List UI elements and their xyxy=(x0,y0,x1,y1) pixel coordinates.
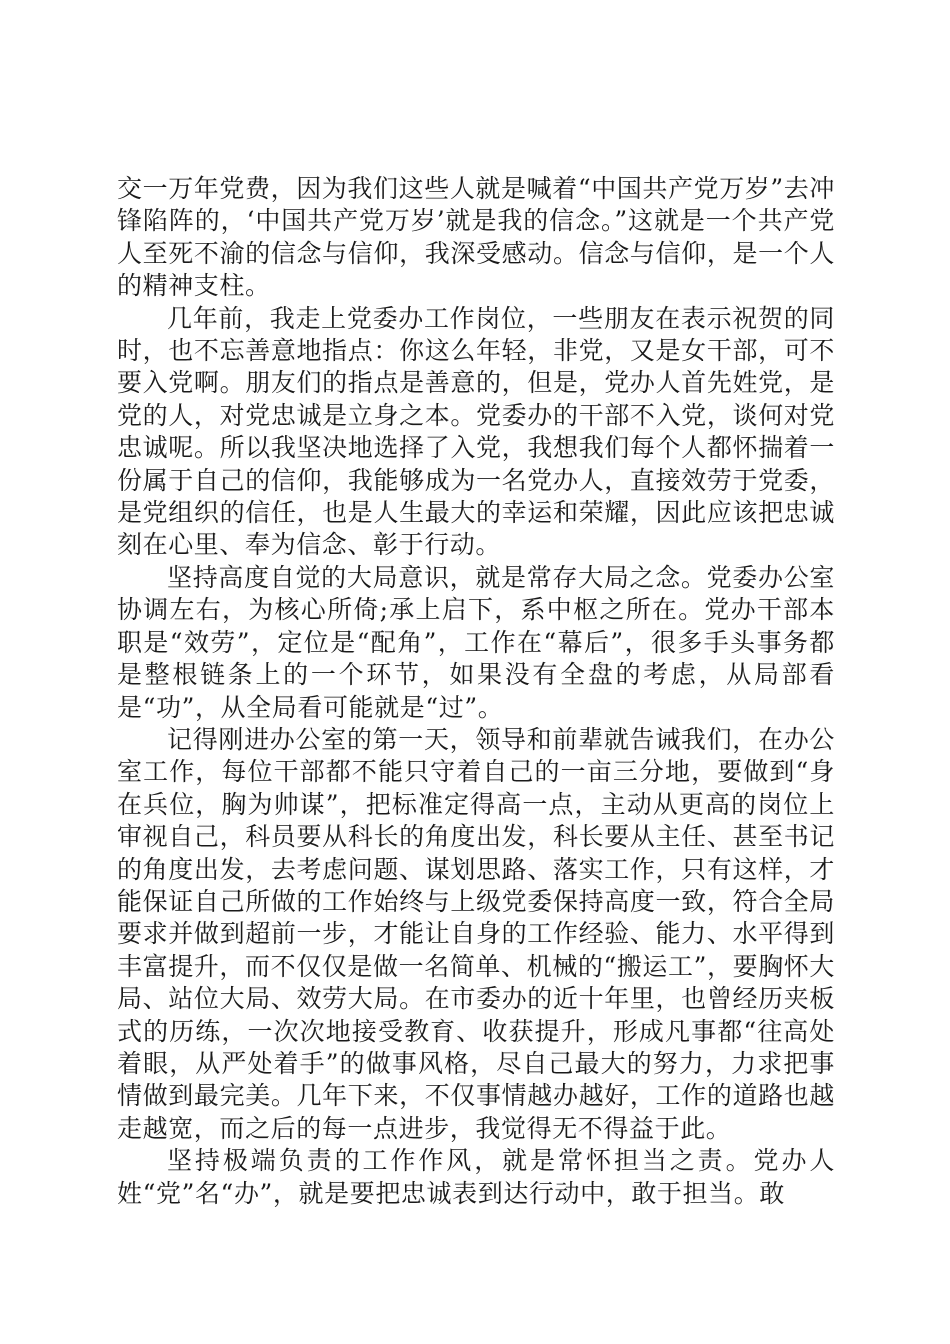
body-text xyxy=(117,173,835,1210)
paragraph-2: 几年前，我走上党委办工作岗位，一些朋友在表示祝贺的同时，也不忘善意地指点：你这么年轻，非党，又是女干部，可不要入党啊。朋友们的指点是善意的，但是，党办人首先姓党，是党的人，对党忠诚是立身之本。党委办的干部不入党，谈何对党忠诚呢。所以我坚决地选择了入党，我想我们每个人都怀揣着一份属于自己的信仰，我能够成为一名党办人，直接效劳于党委，是党组织的信任，也是人生最大的幸运和荣耀，因此应该把忠诚刻在心里、奉为信念、彰于行动。 xyxy=(117,303,835,560)
paragraph-5: 坚持极端负责的工作作风，就是常怀担当之责。党办人姓“党”名“办”，就是要把忠诚表到达行动中，敢于担当。敢 xyxy=(117,1146,835,1208)
paragraph-1: 交一万年党费，因为我们这些人就是喊着“中国共产党万岁”去冲锋陷阵的，‘中国共产党万岁’就是我的信念。”这就是一个共产党人至死不渝的信念与信仰，我深受感动。信念与信仰，是一个人的精神支柱。 xyxy=(117,174,835,301)
paragraph-4: 记得刚进办公室的第一天，领导和前辈就告诫我们，在办公室工作，每位干部都不能只守着自己的一亩三分地，要做到“身在兵位，胸为帅谋”，把标准定得高一点，主动从更高的岗位上审视自己，科员要从科长的角度出发，科长要从主任、甚至书记的角度出发，去考虑问题、谋划思路、落实工作，只有这样，才能保证自己所做的工作始终与上级党委保持高度一致，符合全局要求并做到超前一步，才能让自身的工作经验、能力、水平得到丰富提升，而不仅仅是做一名简单、机械的“搬运工”，要胸怀大局、站位大局、效劳大局。在市委办的近十年里，也曾经历夹板式的历练，一次次地接受教育、收获提升，形成凡事都“往高处着眼，从严处着手”的做事风格，尽自己最大的努力，力求把事情做到最完美。几年下来，不仅事情越办越好，工作的道路也越走越宽，而之后的每一点进步，我觉得无不得益于此。 xyxy=(117,724,835,1143)
paragraph-3: 坚持高度自觉的大局意识，就是常存大局之念。党委办公室协调左右，为核心所倚;承上启下，系中枢之所在。党办干部本职是“效劳”，定位是“配角”，工作在“幕后”，很多手头事务都是整根链条上的一个环节，如果没有全盘的考虑，从局部看是“功”，从全局看可能就是“过”。 xyxy=(117,562,835,722)
